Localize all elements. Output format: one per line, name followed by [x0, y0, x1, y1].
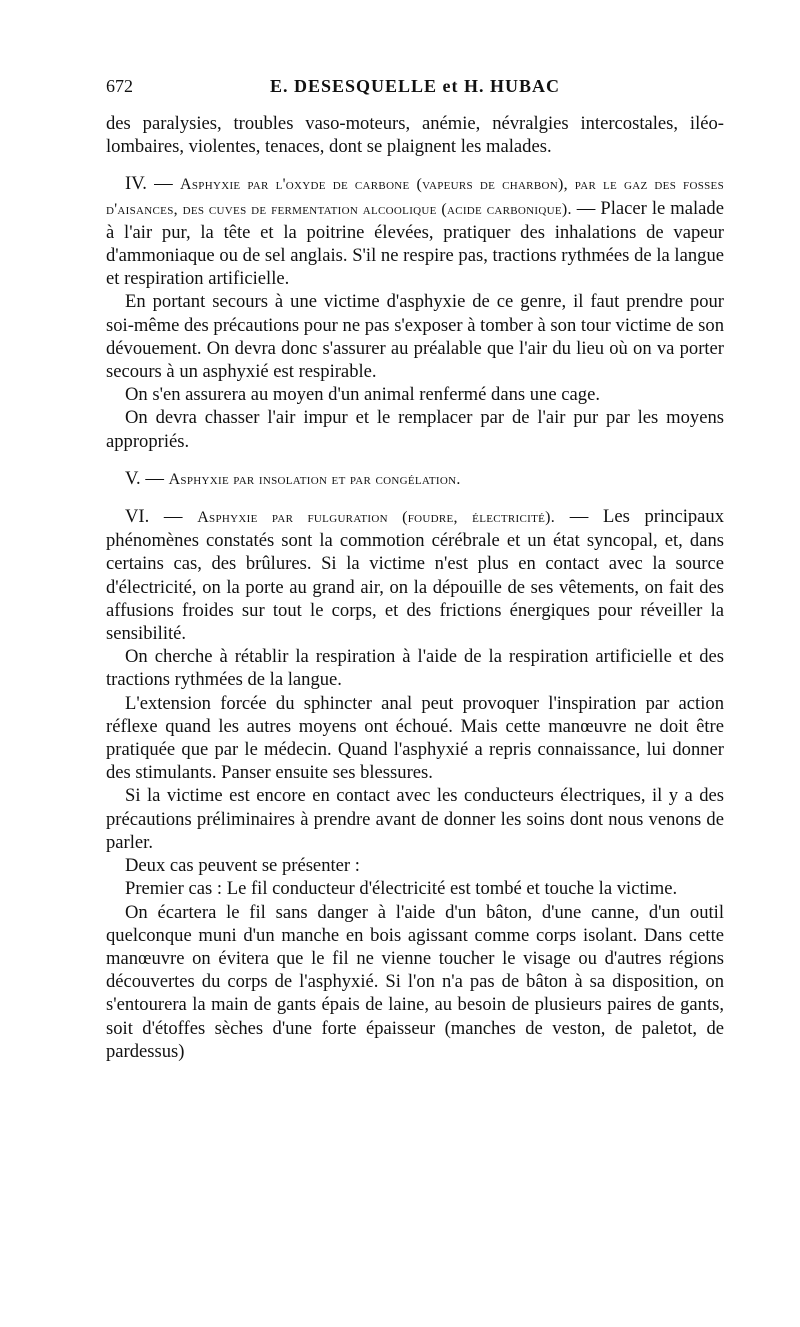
- running-header: [106, 76, 724, 102]
- section-heading: Asphyxie par fulguration (foudre, électricité).: [197, 509, 556, 527]
- paragraph: On s'en assurera au moyen d'un animal renfermé dans une cage.: [125, 384, 600, 406]
- section-v: [106, 467, 724, 491]
- section-number: VI. —: [125, 506, 183, 528]
- paragraph: des paralysies, troubles vaso-moteurs, anémie, névralgies intercostales, iléo-lombaires, violentes, tenaces, dont se plaignent les malades.: [106, 113, 724, 158]
- section-vi: VI. — Asphyxie par fulguration (foudre, électricité). — Les principaux phénomènes constatés sont la commotion cérébrale et un état syncopal, et, dans certains cas, des brûlures. Si la victime n'est plus en contact avec la source d'électricité, on la porte au grand air, on la dépouille de ses vêtements, on fait des affusions froides sur tout le corps, et des frictions énergiques pour réveiller la sensibilité.: [106, 506, 725, 645]
- paragraph: On devra chasser l'air impur et le remplacer par de l'air pur par les moyens appropriés.: [106, 407, 724, 452]
- paragraph: L'extension forcée du sphincter anal peut provoquer l'inspiration par action réflexe quand les autres moyens ont échoué. Mais cette manœuvre ne doit être pratiquée que par le médecin. Quand l'asphyxié a repris connaissance, lui donner des stimulants. Panser ensuite ses blessures.: [106, 692, 724, 784]
- paragraph: On écartera le fil sans danger à l'aide d'un bâton, d'une canne, d'un outil quelconque muni d'un manche en bois agissant comme corps isolant. Dans cette manœuvre on évitera que le fil ne vienne toucher le visage ou d'autres régions découvertes du corps de l'asphyxié. Si l'on n'a pas de bâton à sa disposition, on s'entourera la main de gants épais de laine, au besoin de plusieurs paires de gants, soit d'étoffes sèches d'une forte épaisseur (manches de veston, de paletot, de pardessus): [106, 901, 724, 1062]
- page-number: 672: [106, 76, 133, 96]
- body-text: [106, 112, 724, 1063]
- section-iv: IV. — Asphyxie par l'oxyde de carbone (vapeurs de charbon), par le gaz des fosses d'aisances, des cuves de fermentation alcoolique (acide carbonique). — Placer le malade à l'air pur, la tête et la poitrine élevées, pratiquer des inhalations de vapeur d'ammoniaque ou de sel anglais. S'il ne respire pas, tractions rythmées de la langue et respiration artificielle.: [106, 173, 724, 290]
- paragraph: On cherche à rétablir la respiration à l'aide de la respiration artificielle et des tractions rythmées de la langue.: [106, 646, 724, 691]
- paragraph: Si la victime est encore en contact avec les conducteurs électriques, il y a des précautions préliminaires à prendre avant de donner les soins dont nous venons de parler.: [106, 785, 724, 853]
- running-title: E. DESESQUELLE et H. HUBAC: [269, 76, 561, 96]
- section-heading: Asphyxie par insolation et par congélation.: [168, 470, 461, 488]
- paragraph: Premier cas : Le fil conducteur d'électricité est tombé et touche la victime.: [125, 878, 678, 900]
- paragraph: Deux cas peuvent se présenter :: [125, 855, 360, 877]
- paragraph: En portant secours à une victime d'asphyxie de ce genre, il faut prendre pour soi-même des précautions pour ne pas s'exposer à tomber à son tour victime de son dévouement. On devra donc s'assurer au préalable que l'air du lieu où on va porter secours à un asphyxié est respirable.: [106, 291, 724, 383]
- section-number: V. —: [125, 467, 164, 489]
- section-number: IV. —: [125, 173, 173, 195]
- section-heading: Asphyxie par l'oxyde de carbone (vapeurs de charbon), par le gaz des fosses d'aisances, des cuves de fermentation alcoolique (acide carbonique).: [106, 176, 724, 218]
